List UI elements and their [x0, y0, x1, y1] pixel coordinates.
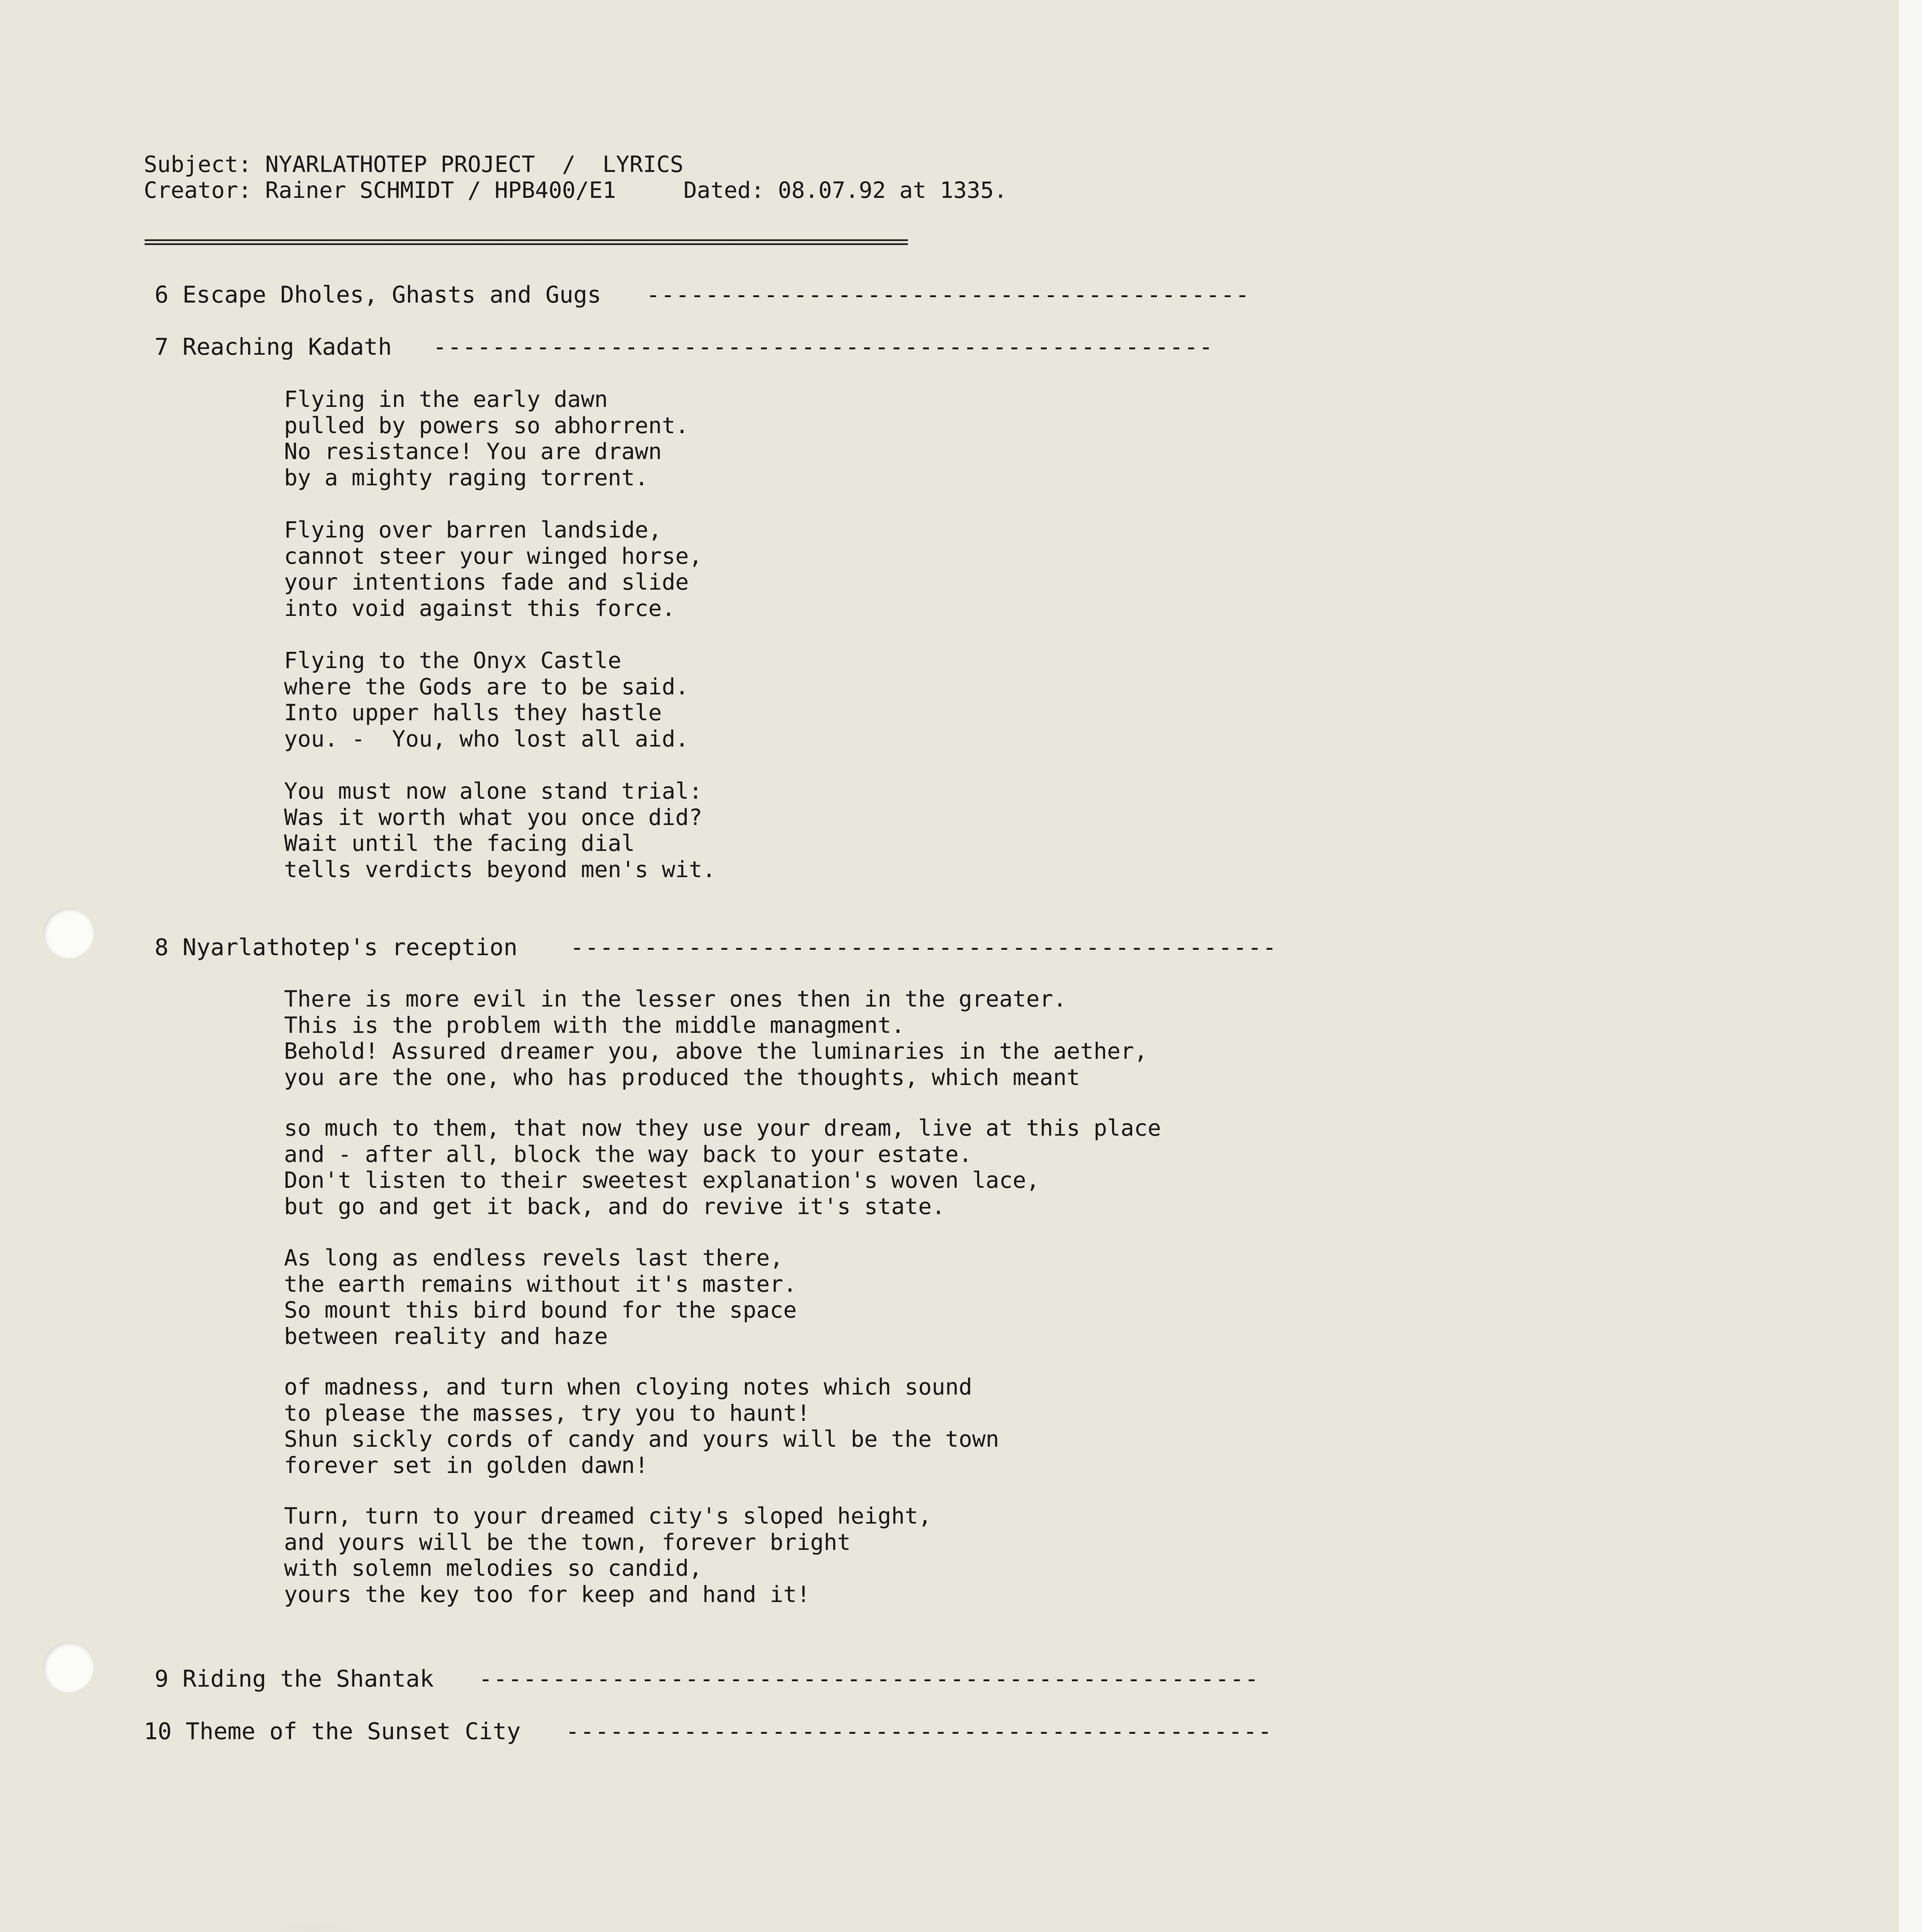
track-dashes: ----------------------------------------------------- [478, 1665, 1260, 1692]
lyric-line: forever set in golden dawn! [284, 1452, 648, 1478]
lyric-line: between reality and haze [284, 1323, 608, 1349]
lyric-line: Behold! Assured dreamer you, above the luminaries in the aether, [284, 1038, 1148, 1064]
track-heading [155, 281, 1250, 308]
track-title: 6 Escape Dholes, Ghasts and Gugs [155, 281, 601, 308]
punch-hole [43, 1642, 94, 1692]
lyric-line: so much to them, that now they use your dream, live at this place [284, 1115, 1161, 1141]
lyric-stanza [284, 1374, 999, 1478]
lyric-line: of madness, and turn when cloying notes which sound [284, 1374, 972, 1400]
stain [251, 1913, 375, 1932]
lyric-line: This is the problem with the middle managment. [284, 1012, 905, 1038]
lyric-line: to please the masses, try you to haunt! [284, 1400, 810, 1426]
lyric-stanza [284, 517, 702, 621]
track-heading [155, 934, 1277, 961]
track-heading [155, 333, 1214, 361]
track-heading [155, 1665, 1259, 1692]
lyric-stanza [284, 648, 689, 752]
track-heading [144, 1718, 1272, 1745]
lyric-line: Into upper halls they hastle [284, 699, 662, 726]
lyric-line: your intentions fade and slide [284, 569, 689, 595]
lyric-stanza [284, 386, 689, 491]
track-dashes: ----------------------------------------------------- [433, 333, 1214, 361]
track-title: 7 Reaching Kadath [155, 333, 392, 361]
lyric-stanza [284, 986, 1148, 1090]
lyric-line: Don't listen to their sweetest explanation's woven lace, [284, 1167, 1040, 1193]
lyric-line: into void against this force. [284, 595, 675, 621]
lyric-line: Flying in the early dawn [284, 386, 608, 412]
lyric-line: As long as endless revels last there, [284, 1245, 784, 1271]
track-title: 10 Theme of the Sunset City [144, 1718, 521, 1745]
page-edge [1899, 0, 1922, 1932]
lyric-line: you. - You, who lost all aid. [284, 725, 689, 752]
track-title: 9 Riding the Shantak [155, 1665, 434, 1692]
lyric-line: with solemn melodies so candid, [284, 1555, 702, 1581]
lyric-line: So mount this bird bound for the space [284, 1297, 797, 1323]
lyric-line: tells verdicts beyond men's wit. [284, 856, 716, 883]
lyric-line: but go and get it back, and do revive it's state. [284, 1193, 946, 1219]
lyric-line: Shun sickly cords of candy and yours will be the town [284, 1426, 999, 1452]
lyric-line: Was it worth what you once did? [284, 804, 702, 830]
lyric-line: Wait until the facing dial [284, 830, 635, 856]
top-separator: ============================================================================== [144, 232, 907, 252]
lyric-stanza [284, 1115, 1161, 1219]
lyric-line: You must now alone stand trial: [284, 778, 702, 804]
track-dashes: ----------------------------------------- [646, 281, 1250, 308]
lyric-line: pulled by powers so abhorrent. [284, 412, 689, 439]
lyric-line: yours the key too for keep and hand it! [284, 1581, 810, 1607]
subject-line: Subject: NYARLATHOTEP PROJECT / LYRICS [144, 151, 684, 177]
lyric-stanza [284, 1503, 932, 1607]
lyric-line: No resistance! You are drawn [284, 438, 662, 464]
lyric-line: the earth remains without it's master. [284, 1270, 797, 1297]
lyric-line: and - after all, block the way back to your estate. [284, 1141, 972, 1167]
lyric-line: you are the one, who has produced the thoughts, which meant [284, 1064, 1080, 1090]
lyric-line: cannot steer your winged horse, [284, 543, 702, 569]
punch-hole [43, 908, 94, 958]
lyric-line: Flying over barren landside, [284, 517, 662, 543]
track-title: 8 Nyarlathotep's reception [155, 934, 518, 961]
track-dashes: ------------------------------------------------ [565, 1718, 1273, 1745]
lyric-line: Turn, turn to your dreamed city's sloped height, [284, 1503, 932, 1529]
track-dashes: ------------------------------------------------ [570, 934, 1277, 961]
lyric-line: and yours will be the town, forever bright [284, 1529, 851, 1555]
lyric-line: where the Gods are to be said. [284, 673, 689, 700]
lyric-line: There is more evil in the lesser ones then in the greater. [284, 986, 1067, 1012]
lyric-stanza [284, 1245, 797, 1349]
lyric-line: by a mighty raging torrent. [284, 464, 648, 491]
lyric-line: Flying to the Onyx Castle [284, 647, 621, 673]
lyric-stanza [284, 778, 716, 883]
creator-line: Creator: Rainer SCHMIDT / HPB400/E1 Dated: 08.07.92 at 1335. [144, 177, 1007, 203]
